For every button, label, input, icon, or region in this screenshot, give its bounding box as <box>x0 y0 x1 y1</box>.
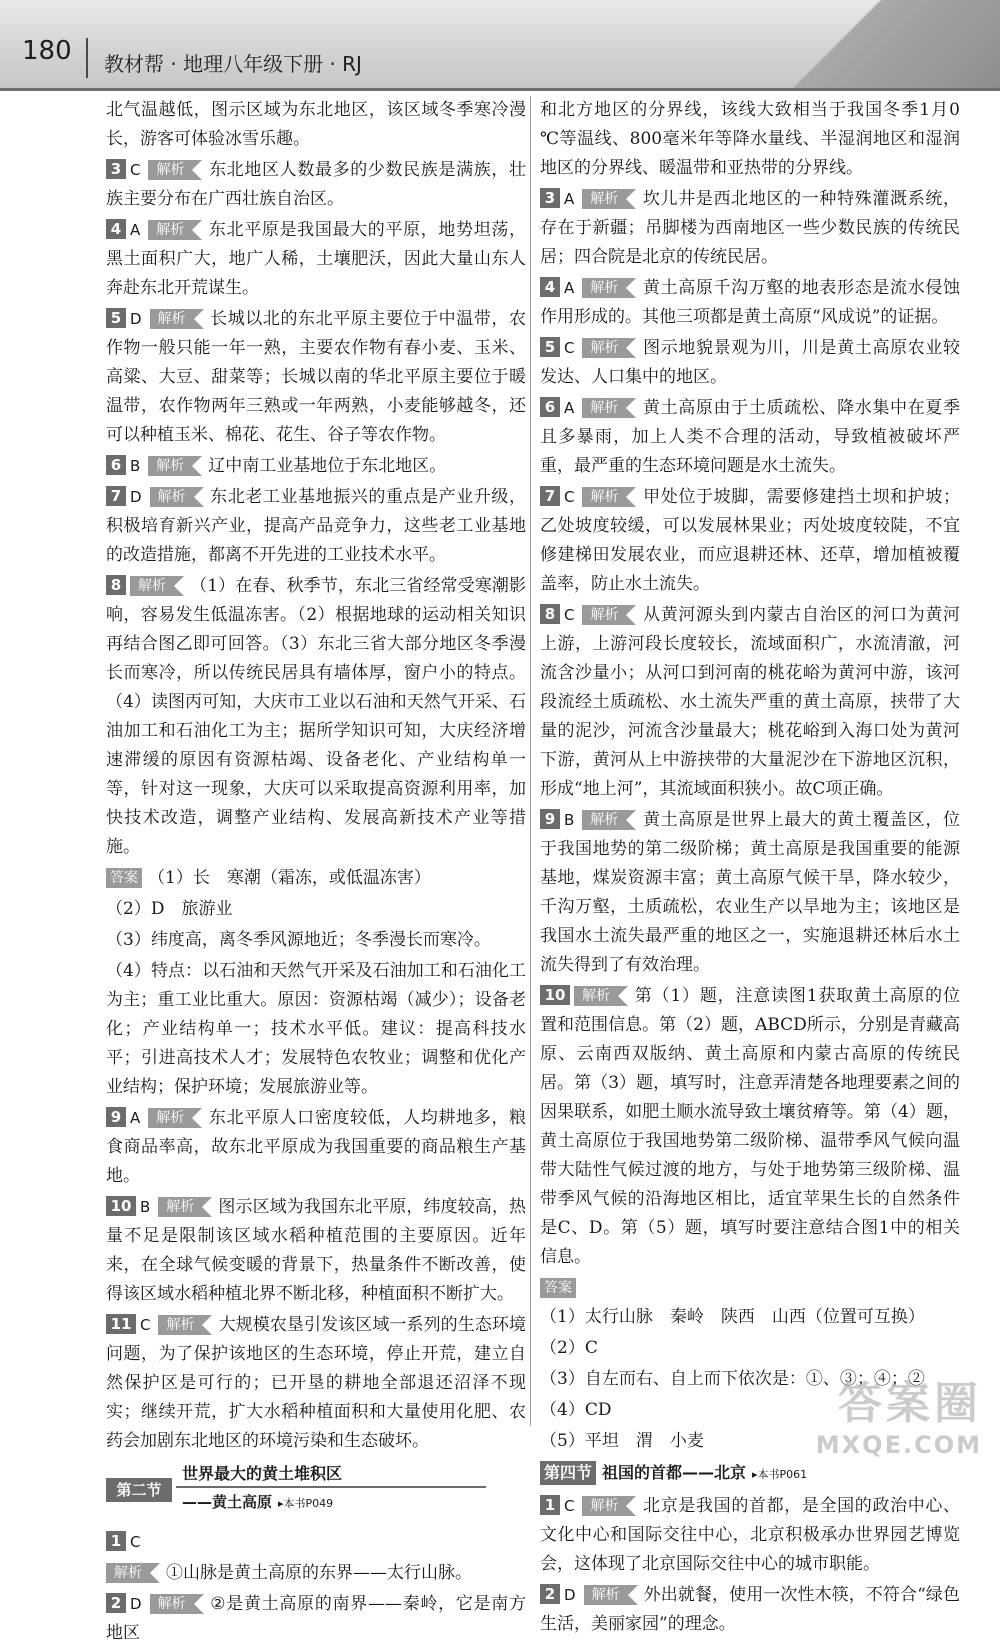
explanation-text: 从黄河源头到内蒙古自治区的河口为黄河上游，上游河段长度较长，流域面积广，水流清澈，河流含沙量小；从河口到河南的桃花峪为黄河中游，该河段流经土质疏松、水土流失严重的黄土高原，挟带了大量的泥沙，河流含沙量最大；桃花峪到入海口处为黄河下游，黄河从上中游挟带的大量泥沙在下游地区沉积，形成“地上河”，其流域面积狭小。故C项正确。 <box>540 605 960 799</box>
answer-letter: C <box>130 161 141 179</box>
explanation-text: 东北平原人口密度较低，人均耕地多，粮食商品率高，故东北平原成为我国重要的商品粮生产基地。 <box>106 1108 526 1186</box>
explanation-tag: 解析 <box>582 1496 636 1516</box>
explanation-text: 外出就餐，使用一次性木筷，不符合“绿色生活，美丽家园”的理念。 <box>540 1585 960 1634</box>
answer-letter: D <box>564 1586 576 1604</box>
answer-letter: A <box>130 1109 141 1127</box>
watermark-url: MXQE.COM <box>815 1431 982 1459</box>
answer-letter: C <box>130 1533 141 1551</box>
explanation-tag: 解析 <box>584 1585 638 1605</box>
watermark-logo <box>816 1367 982 1459</box>
explanation-text: 北京是我国的首都，是全国的政治中心、文化中心和国际交往中心，北京积极承办世界园艺博览会，这体现了北京国际交往中心的城市职能。 <box>540 1496 960 1574</box>
explanation-text: 图示区域为我国东北平原，纬度较高，热量不足是限制该区域水稻种植范围的主要原因。近年来，在全球气候变暖的背景下，热量条件不断改善，使得该区域水稻种植北界不断北移，种植面积不断扩大。 <box>106 1197 526 1304</box>
answer-letter: C <box>140 1316 151 1334</box>
right-item-list-2 <box>540 1492 960 1639</box>
left-item-list-3 <box>106 1528 526 1648</box>
section-page-ref: ▸本书P061 <box>752 1468 808 1481</box>
answer-line: （1）长 寒潮（霜冻，或低温冻害） <box>148 868 431 888</box>
explanation-tag: 解析 <box>148 1108 202 1128</box>
question-item <box>540 601 960 804</box>
question-item <box>540 1581 960 1639</box>
section-badge: 第四节 <box>540 1461 596 1485</box>
question-number: 4 <box>540 277 560 297</box>
answer-letter: D <box>130 310 142 328</box>
explanation-text: 黄土高原由于土质疏松、降水集中在夏季且多暴雨，加上人类不合理的活动，导致植被破坏严重，最严重的生态环境问题是水土流失。 <box>540 398 960 476</box>
answer-10-block <box>540 1274 960 1332</box>
section-subtitle <box>182 1488 333 1518</box>
question-item <box>540 334 960 392</box>
explanation-text: 东北老工业基地振兴的重点是产业升级，积极培育新兴产业，提高产品竞争力，这些老工业基地的改造措施，都离不开先进的工业技术水平。 <box>106 487 526 565</box>
explanation-text: 黄土高原千沟万壑的地表形态是流水侵蚀作用形成的。其他三项都是黄土高原“风成说”的证据。 <box>540 278 960 327</box>
section-title: 世界最大的黄土堆积区 <box>182 1464 343 1483</box>
explanation-tag: 解析 <box>148 220 202 240</box>
question-number: 7 <box>540 486 560 506</box>
right-intro: 和北方地区的分界线，该线大致相当于我国冬季1月0 ℃等温线、800毫米年等降水量线、半湿润地区和湿润地区的分界线、暖温带和亚热带的分界线。 <box>540 100 960 178</box>
answer-line: （3）自左而右、自上而下依次是：①、③；④；② <box>540 1369 925 1389</box>
answer-letter: D <box>130 488 142 506</box>
question-item <box>540 274 960 332</box>
question-number: 10 <box>106 1196 136 1216</box>
explanation-tag: 解析 <box>158 1315 212 1335</box>
explanation-text: 图示地貌景观为川，川是黄土高原农业较发达、人口集中的地区。 <box>540 338 960 387</box>
question-item <box>106 305 526 450</box>
header-divider <box>86 38 88 78</box>
section-2-heading <box>106 1462 526 1524</box>
explanation-text: 第（1）题，注意读图1获取黄土高原的位置和范围信息。第（2）题，ABCD所示，分别是青藏高原、云南西双版纳、黄土高原和内蒙古高原的传统民居。第（3）题，填写时，注意弄清楚各地理要素之间的因果联系，如肥土顺水流导致土壤贫瘠等。第（4）题，黄土高原位于我国地势第二级阶梯、温带季风气候向温带大陆性气候过渡的地方，与处于地势第三级阶梯、温带季风气候的沿海地区相比，适宜苹果生长的自然条件是C、D。第（5）题，填写时要注意结合图1中的相关信息。 <box>540 986 960 1267</box>
question-item <box>106 156 526 214</box>
question-number: 2 <box>540 1584 560 1604</box>
answer-letter: C <box>564 1497 575 1515</box>
answer-letter: B <box>130 457 141 475</box>
answer-letter: C <box>564 339 575 357</box>
explanation-tag: 解析 <box>574 986 628 1006</box>
question-item <box>540 394 960 481</box>
question-item <box>540 806 960 980</box>
question-number: 1 <box>106 1531 126 1551</box>
answer-letter: B <box>564 811 575 829</box>
question-item <box>106 1311 526 1456</box>
answer-letter: A <box>564 190 575 208</box>
explanation-text: （1）在春、秋季节，东北三省经常受寒潮影响，容易发生低温冻害。（2）根据地球的运动相关知识再结合图乙即可回答。（3）东北三省大部分地区冬季漫长而寒冷，所以传统民居具有墙体厚，窗户小的特点。（4）读图丙可知，大庆市工业以石油和天然气开采、石油加工和石油化工为主；据所学知识可知，大庆经济增速滞缓的原因有资源枯竭、设备老化、产业结构单一等，针对这一现象，大庆可以采取提高资源利用率，加快技术改造，调整产业结构、发展高新技术产业等措施。 <box>106 576 526 857</box>
question-number: 5 <box>540 337 560 357</box>
explanation-tag: 解析 <box>150 309 204 329</box>
answer-label: 答案 <box>540 1278 576 1298</box>
explanation-tag: 解析 <box>158 1197 212 1217</box>
explanation-text: 坎儿井是西北地区的一种特殊灌溉系统，存在于新疆；吊脚楼为西南地区一些少数民族的传统民居；四合院是北京的传统民居。 <box>540 189 960 267</box>
explanation-tag: 解析 <box>106 1563 160 1583</box>
explanation-text: 大规模农垦引发该区域一系列的生态环境问题，为了保护该地区的生态环境，停止开荒，建立自然保护区是可行的；已开垦的耕地全部退还沼泽不现实；继续开荒，扩大水稻种植面积和大量使用化肥、农药会加剧东北地区的环境污染和生态破坏。 <box>106 1315 526 1451</box>
section-subtitle-text: ——黄土高原 <box>182 1493 273 1511</box>
question-item <box>540 185 960 272</box>
answer-8-block <box>106 864 526 893</box>
question-number: 6 <box>540 397 560 417</box>
question-number: 3 <box>540 188 560 208</box>
explanation-tag: 解析 <box>150 487 204 507</box>
explanation-text: 辽中南工业基地位于东北地区。 <box>208 456 447 476</box>
explanation-tag: 解析 <box>582 189 636 209</box>
question-number: 8 <box>540 604 560 624</box>
question-item <box>106 216 526 303</box>
question-number: 4 <box>106 219 126 239</box>
answer-letter: C <box>564 606 575 624</box>
section-4-heading <box>540 1460 960 1488</box>
question-number: 6 <box>106 455 126 475</box>
explanation-tag: 解析 <box>582 398 636 418</box>
explanation-tag: 解析 <box>130 576 184 596</box>
left-column <box>106 96 526 1650</box>
answer-line: （1）太行山脉 秦岭 陕西 山西（位置可互换） <box>540 1307 925 1327</box>
answer-letter: D <box>130 1595 142 1613</box>
column-divider <box>530 96 531 1426</box>
question-item <box>106 1104 526 1191</box>
question-item <box>106 1193 526 1309</box>
question-number: 1 <box>540 1495 560 1515</box>
answer-letter: A <box>130 221 141 239</box>
answer-line: （2）C <box>540 1338 598 1358</box>
left-intro: 北气温越低，图示区域为东北地区，该区域冬季寒冷漫长，游客可体验冰雪乐趣。 <box>106 100 526 149</box>
question-item <box>106 483 526 570</box>
answer-line: （3）纬度高，离冬季风源地近；冬季漫长而寒冷。 <box>106 930 491 950</box>
explanation-tag: 解析 <box>582 487 636 507</box>
question-number: 9 <box>106 1107 126 1127</box>
question-item <box>106 572 526 862</box>
book-title: 教材帮 · 地理八年级下册 · RJ <box>104 52 362 76</box>
explanation-tag: 解析 <box>148 456 202 476</box>
answer-letter: A <box>564 399 575 417</box>
question-item <box>540 982 960 1272</box>
section-title: 祖国的首都——北京 <box>602 1463 747 1482</box>
left-item-list <box>106 156 526 862</box>
explanation-tag: 解析 <box>150 1594 204 1614</box>
question-item <box>106 1528 526 1557</box>
explanation-tag: 解析 <box>582 810 636 830</box>
question-item <box>540 483 960 599</box>
page-header <box>0 0 1000 91</box>
question-number: 3 <box>106 159 126 179</box>
section-badge: 第二节 <box>106 1478 172 1502</box>
explanation-text: ①山脉是黄土高原的东界——太行山脉。 <box>166 1563 472 1583</box>
page-number: 180 <box>22 36 72 66</box>
answer-line: （2）D 旅游业 <box>106 899 233 919</box>
question-item <box>106 1559 526 1588</box>
explanation-tag: 解析 <box>148 160 202 180</box>
explanation-text: 长城以北的东北平原主要位于中温带，农作物一般只能一年一熟，主要农作物有春小麦、玉米、高粱、大豆、甜菜等；长城以南的华北平原主要位于暖温带，农作物两年三熟或一年两熟，小麦能够越冬，还可以种植玉米、棉花、花生、谷子等农作物。 <box>106 309 526 445</box>
explanation-tag: 解析 <box>582 605 636 625</box>
explanation-text: 东北平原是我国最大的平原，地势坦荡，黑土面积广大，地广人稀，土壤肥沃，因此大量山东人奔赴东北开荒谋生。 <box>106 220 526 298</box>
left-item-list-2 <box>106 1104 526 1456</box>
question-number: 2 <box>106 1593 126 1613</box>
question-item <box>106 452 526 481</box>
answer-line: （4）特点：以石油和天然气开采及石油加工和石油化工为主；重工业比重大。原因：资源枯竭（减少）；设备老化；产业结构单一；技术水平低。建议：提高科技水平；引进高技术人才；发展特色农牧业；调整和优化产业结构；保护环境；发展旅游业等。 <box>106 961 526 1097</box>
question-item <box>106 1590 526 1648</box>
explanation-tag: 解析 <box>582 338 636 358</box>
question-number: 9 <box>540 809 560 829</box>
section-page-ref: ▸本书P049 <box>278 1497 334 1510</box>
question-number: 8 <box>106 575 126 595</box>
answer-label: 答案 <box>106 868 142 888</box>
answer-line: （5）平坦 渭 小麦 <box>540 1431 704 1451</box>
explanation-tag: 解析 <box>582 278 636 298</box>
question-number: 11 <box>106 1314 136 1334</box>
header-decoration <box>740 0 1000 88</box>
answer-line: （4）CD <box>540 1400 612 1420</box>
explanation-text: 东北地区人数最多的少数民族是满族，壮族主要分布在广西壮族自治区。 <box>106 160 526 209</box>
question-number: 5 <box>106 308 126 328</box>
explanation-text: 黄土高原是世界上最大的黄土覆盖区，位于我国地势的第二级阶梯；黄土高原是我国重要的能源基地，煤炭资源丰富；黄土高原气候干旱，降水较少，千沟万壑，土质疏松，农业生产以旱地为主；该地区是我国水土流失最严重的地区之一，实施退耕还林后水土流失得到了有效治理。 <box>540 810 960 975</box>
question-number: 10 <box>540 985 570 1005</box>
right-item-list <box>540 185 960 1272</box>
answer-letter: A <box>564 279 575 297</box>
answer-letter: C <box>564 488 575 506</box>
question-number: 7 <box>106 486 126 506</box>
answer-letter: B <box>140 1198 151 1216</box>
explanation-text: ②是黄土高原的南界——秦岭，它是南方地区 <box>106 1594 526 1643</box>
question-item <box>540 1492 960 1579</box>
watermark-text: 答案圈 <box>838 1378 982 1429</box>
explanation-text: 甲处位于坡脚，需要修建挡土坝和护坡；乙处坡度较缓，可以发展林果业；丙处坡度较陡，不宜修建梯田发展农业，而应退耕还林、还草，增加植被覆盖率，防止水土流失。 <box>540 487 960 594</box>
